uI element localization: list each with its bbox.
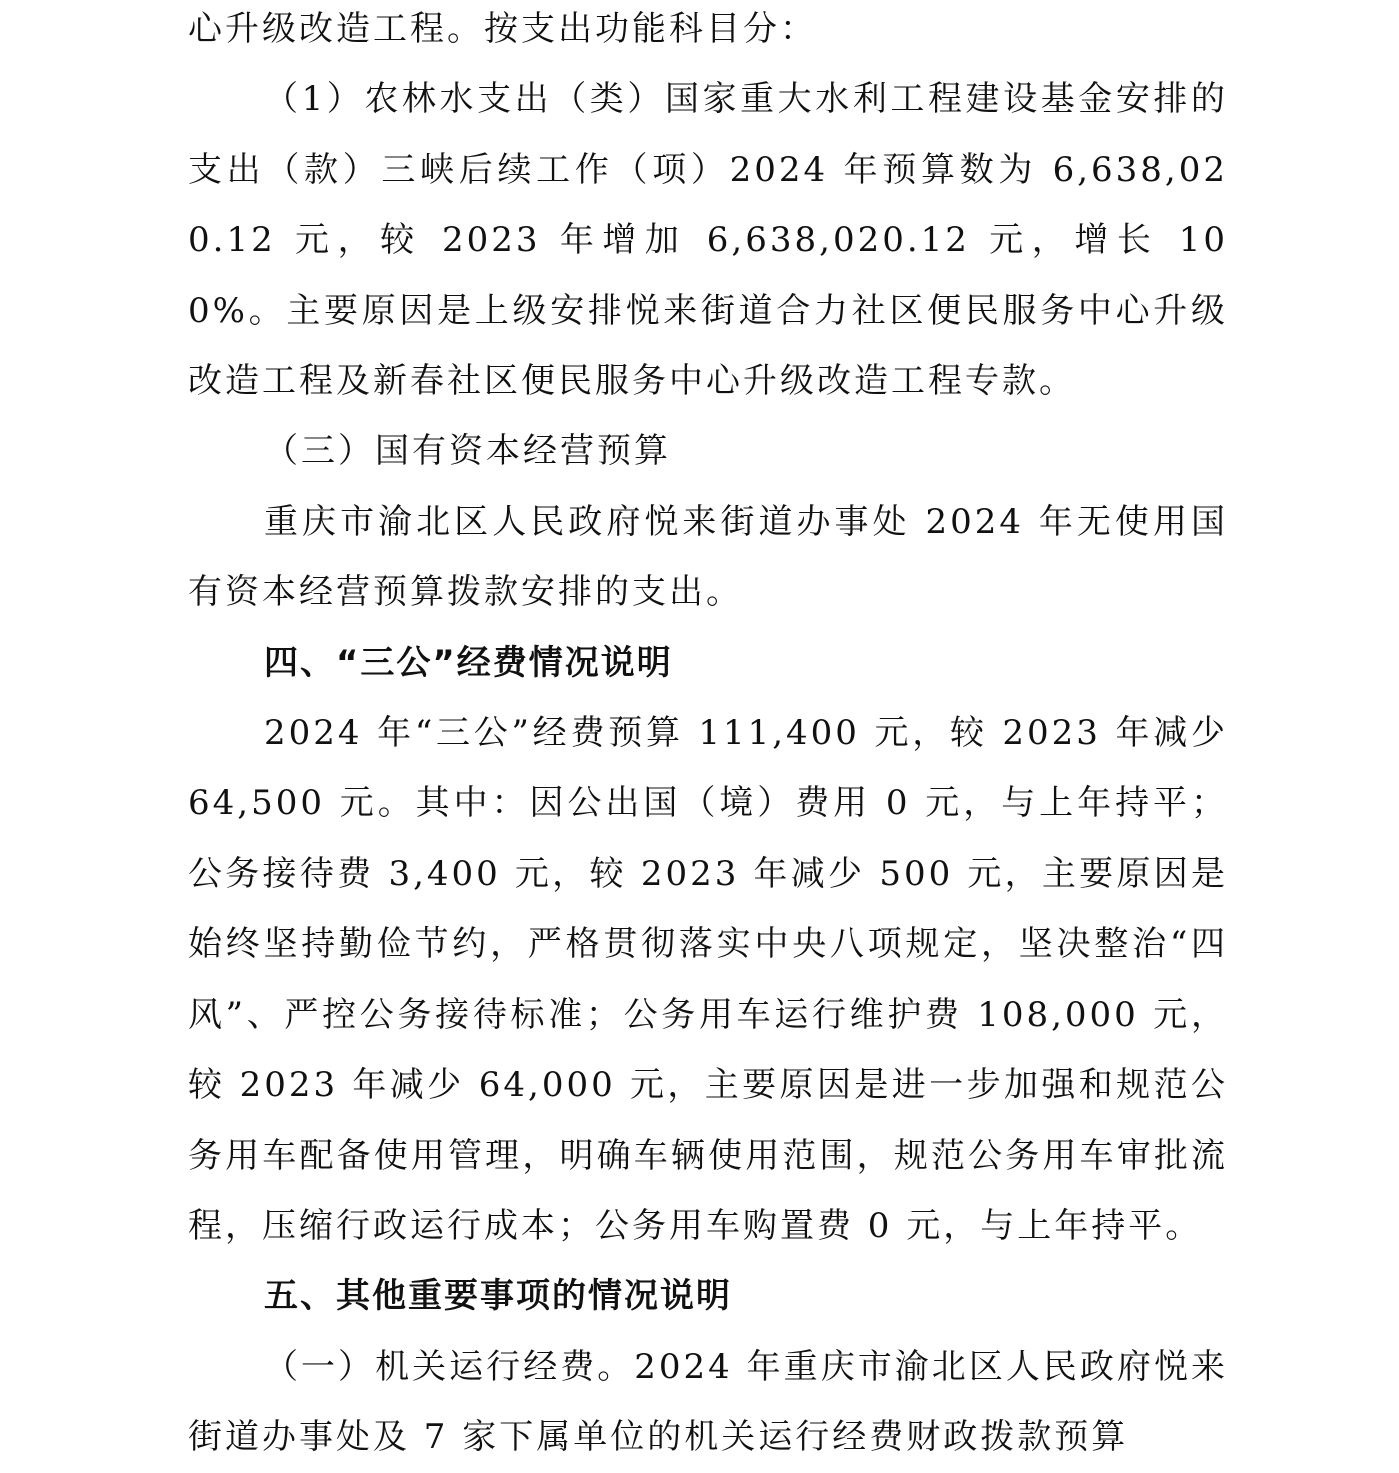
subheading-state-capital-budget: （三）国有资本经营预算 <box>264 431 671 472</box>
paragraph-agri-water-expense: （1）农林水支出（类）国家重大水利工程建设基金安排的支出（款）三峡后续工作（项）2024 年预算数为 6,638,020.12 元，较 2023 年增加 6,638,020.12 元，增长 100%。主要原因是上级安排悦来街道合力社区便民服务中心升级改造工程及新春社区便民服务中心升级改造工程专款。 <box>188 79 1228 402</box>
section-heading-other-matters: 五、其他重要事项的情况说明 <box>264 1276 732 1317</box>
section-heading-three-public-expenses: 四、“三公”经费情况说明 <box>264 642 673 683</box>
document-page <box>188 0 1228 1473</box>
paragraph-operating-expenses: （一）机关运行经费。2024 年重庆市渝北区人民政府悦来街道办事处及 7 家下属单位的机关运行经费财政拨款预算 <box>188 1346 1228 1458</box>
paragraph-continuation: 心升级改造工程。按支出功能科目分： <box>188 9 817 49</box>
paragraph-three-public-expenses: 2024 年“三公”经费预算 111,400 元，较 2023 年减少 64,500 元。其中：因公出国（境）费用 0 元，与上年持平；公务接待费 3,400 元，较 2023 年减少 500 元，主要原因是始终坚持勤俭节约，严格贯彻落实中央八项规定，坚决整治“四风”、严控公务接待标准；公务用车运行维护费 108,000 元，较 2023 年减少 64,000 元，主要原因是进一步加强和规范公务用车配备使用管理，明确车辆使用范围，规范公务用车审批流程，压缩行政运行成本；公务用车购置费 0 元，与上年持平。 <box>188 713 1228 1246</box>
paragraph-state-capital-budget: 重庆市渝北区人民政府悦来街道办事处 2024 年无使用国有资本经营预算拨款安排的支出。 <box>188 501 1228 613</box>
